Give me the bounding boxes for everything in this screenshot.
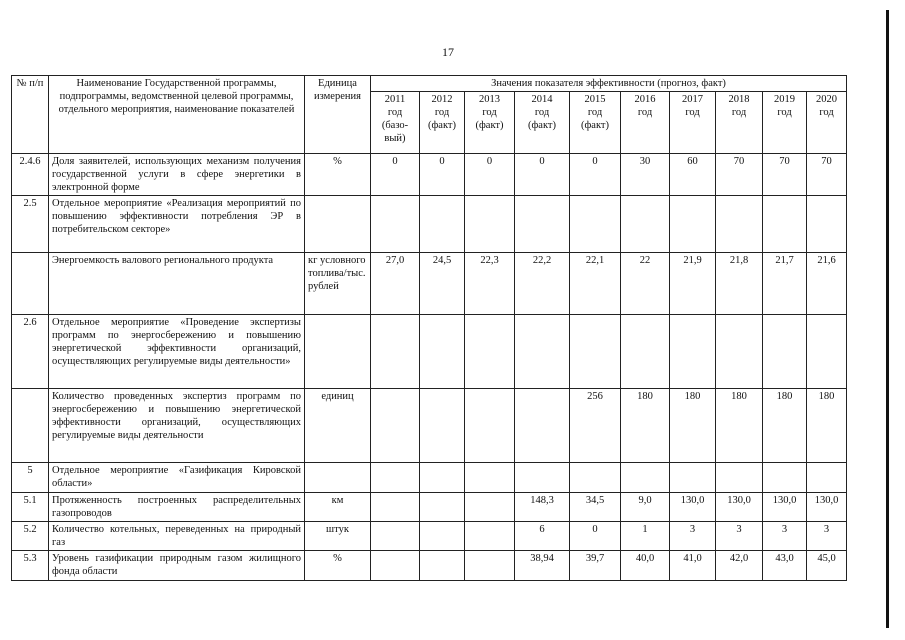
value-cell-2011: [371, 389, 420, 463]
row-num: 5.2: [12, 522, 49, 551]
page-number: 17: [442, 45, 454, 59]
value-cell-2013: 0: [465, 154, 515, 196]
header-year-line: год: [819, 107, 834, 118]
value-cell-2018: [716, 463, 763, 493]
header-year-line: 2017: [682, 94, 703, 105]
value-cell-2016: [621, 315, 670, 389]
value-cell-2014: 22,2: [515, 253, 570, 315]
row-num: [12, 253, 49, 315]
row-unit: [305, 315, 371, 389]
header-year-2015: [570, 92, 621, 154]
value-cell-2014: 148,3: [515, 493, 570, 522]
value-cell-2011: 0: [371, 154, 420, 196]
row-num: 5: [12, 463, 49, 493]
value-cell-2014: [515, 389, 570, 463]
value-cell-2018: 70: [716, 154, 763, 196]
value-cell-2017: 60: [670, 154, 716, 196]
header-year-line: 2015: [584, 94, 606, 105]
value-cell-2013: [465, 389, 515, 463]
value-cell-2014: 38,94: [515, 551, 570, 581]
value-cell-2020: [807, 463, 847, 493]
value-cell-2016: 180: [621, 389, 670, 463]
value-cell-2011: 27,0: [371, 253, 420, 315]
header-year-line: 2020: [816, 94, 837, 105]
header-year-line: год: [731, 107, 747, 118]
value-cell-2019: 3: [763, 522, 807, 551]
row-name: Отдельное мероприятие «Газификация Кировской области»: [49, 463, 305, 493]
header-year-2019: [763, 92, 807, 154]
header-year-line: год: [637, 107, 653, 118]
header-year-2020: [807, 92, 847, 154]
value-cell-2012: 24,5: [420, 253, 465, 315]
value-cell-2015: [570, 196, 621, 253]
value-cell-2014: 6: [515, 522, 570, 551]
value-cell-2013: 22,3: [465, 253, 515, 315]
table-row: [12, 196, 847, 253]
table-row: [12, 253, 847, 315]
value-cell-2015: [570, 315, 621, 389]
value-cell-2011: [371, 493, 420, 522]
header-year-line: (факт): [527, 120, 556, 131]
row-num: 2.4.6: [12, 154, 49, 196]
row-name: Уровень газификации природным газом жилищного фонда области: [49, 551, 305, 581]
value-cell-2016: 9,0: [621, 493, 670, 522]
value-cell-2012: 0: [420, 154, 465, 196]
header-year-line: (факт): [475, 120, 504, 131]
header-year-line: год: [534, 107, 550, 118]
header-year-line: год: [587, 107, 603, 118]
row-unit: [305, 463, 371, 493]
value-cell-2018: 21,8: [716, 253, 763, 315]
table-row: [12, 551, 847, 581]
header-year-line: год: [482, 107, 497, 118]
header-values-group: Значения показателя эффективности (прогноз, факт): [371, 76, 847, 92]
row-name: Количество проведенных экспертиз программ по энергосбережению и повышению энергетической эффективности организаций, осуществляющих регулируемые виды деятельности: [49, 389, 305, 463]
value-cell-2017: 180: [670, 389, 716, 463]
header-year-line: 2014: [531, 94, 553, 105]
value-cell-2018: 130,0: [716, 493, 763, 522]
value-cell-2017: 130,0: [670, 493, 716, 522]
value-cell-2015: 0: [570, 154, 621, 196]
header-year-line: год: [777, 107, 792, 118]
value-cell-2019: 21,7: [763, 253, 807, 315]
row-name: Протяженность построенных распределительных газопроводов: [49, 493, 305, 522]
value-cell-2017: [670, 315, 716, 389]
value-cell-2020: 3: [807, 522, 847, 551]
value-cell-2015: [570, 463, 621, 493]
value-cell-2011: [371, 522, 420, 551]
value-cell-2015: 256: [570, 389, 621, 463]
header-year-2014: [515, 92, 570, 154]
value-cell-2012: [420, 493, 465, 522]
value-cell-2018: 3: [716, 522, 763, 551]
indicators-table: [11, 75, 847, 581]
value-cell-2012: [420, 522, 465, 551]
header-name: Наименование Государственной программы, подпрограммы, ведомственной целевой программы, отдельного мероприятия, наименование показателей: [49, 76, 305, 154]
value-cell-2016: 1: [621, 522, 670, 551]
header-year-line: год: [685, 107, 700, 118]
row-name: Отдельное мероприятие «Реализация мероприятий по повышению эффективности потребления ЭР в потребительском секторе»: [49, 196, 305, 253]
row-num: 2.6: [12, 315, 49, 389]
value-cell-2020: 21,6: [807, 253, 847, 315]
value-cell-2016: 30: [621, 154, 670, 196]
header-year-line: 2013: [479, 94, 500, 105]
value-cell-2019: 130,0: [763, 493, 807, 522]
row-num: [12, 389, 49, 463]
value-cell-2020: 45,0: [807, 551, 847, 581]
row-num: 2.5: [12, 196, 49, 253]
value-cell-2019: [763, 463, 807, 493]
row-num: 5.3: [12, 551, 49, 581]
value-cell-2019: 180: [763, 389, 807, 463]
header-year-2018: [716, 92, 763, 154]
header-year-2012: [420, 92, 465, 154]
value-cell-2017: 41,0: [670, 551, 716, 581]
value-cell-2018: [716, 196, 763, 253]
value-cell-2014: 0: [515, 154, 570, 196]
header-year-line: (факт): [580, 120, 609, 131]
header-year-line: год: [387, 107, 403, 118]
value-cell-2019: [763, 196, 807, 253]
header-year-line: (базо-: [381, 120, 409, 131]
header-year-line: (факт): [427, 120, 456, 131]
value-cell-2016: 22: [621, 253, 670, 315]
value-cell-2018: 42,0: [716, 551, 763, 581]
value-cell-2019: [763, 315, 807, 389]
table-row: [12, 154, 847, 196]
value-cell-2011: [371, 463, 420, 493]
header-year-line: 2019: [774, 94, 795, 105]
row-name: Доля заявителей, использующих механизм получения государственной услуги в сфере энергетики в электронной форме: [49, 154, 305, 196]
value-cell-2018: 180: [716, 389, 763, 463]
value-cell-2013: [465, 315, 515, 389]
header-year-2011: [371, 92, 420, 154]
value-cell-2018: [716, 315, 763, 389]
value-cell-2013: [465, 493, 515, 522]
value-cell-2016: 40,0: [621, 551, 670, 581]
value-cell-2019: 43,0: [763, 551, 807, 581]
value-cell-2012: [420, 315, 465, 389]
value-cell-2016: [621, 463, 670, 493]
value-cell-2012: [420, 551, 465, 581]
row-name: Отдельное мероприятие «Проведение экспертизы программ по энергосбережению и повышению энергетической эффективности организаций, осуществляющих регулируемые виды деятельности»: [49, 315, 305, 389]
row-unit: %: [305, 154, 371, 196]
header-year-line: 2018: [728, 94, 750, 105]
value-cell-2014: [515, 315, 570, 389]
page-edge-rule: [886, 10, 889, 628]
value-cell-2011: [371, 196, 420, 253]
value-cell-2013: [465, 551, 515, 581]
value-cell-2017: [670, 463, 716, 493]
value-cell-2016: [621, 196, 670, 253]
value-cell-2015: 34,5: [570, 493, 621, 522]
value-cell-2014: [515, 463, 570, 493]
table-row: [12, 522, 847, 551]
header-num: № п/п: [12, 76, 49, 154]
value-cell-2015: 0: [570, 522, 621, 551]
value-cell-2020: 70: [807, 154, 847, 196]
header-year-line: 2016: [634, 94, 656, 105]
row-name: Энергоемкость валового регионального продукта: [49, 253, 305, 315]
row-unit: %: [305, 551, 371, 581]
table-row: [12, 389, 847, 463]
row-name: Количество котельных, переведенных на природный газ: [49, 522, 305, 551]
header-year-line: вый): [384, 133, 406, 144]
value-cell-2012: [420, 389, 465, 463]
row-unit: [305, 196, 371, 253]
value-cell-2020: [807, 196, 847, 253]
value-cell-2019: 70: [763, 154, 807, 196]
value-cell-2017: [670, 196, 716, 253]
header-year-2017: [670, 92, 716, 154]
row-unit: штук: [305, 522, 371, 551]
value-cell-2017: 21,9: [670, 253, 716, 315]
value-cell-2020: 180: [807, 389, 847, 463]
header-year-2013: [465, 92, 515, 154]
value-cell-2011: [371, 315, 420, 389]
value-cell-2020: [807, 315, 847, 389]
value-cell-2011: [371, 551, 420, 581]
header-year-line: 2012: [431, 94, 453, 105]
row-unit: кг условного топлива/тыс. рублей: [305, 253, 371, 315]
value-cell-2012: [420, 463, 465, 493]
value-cell-2020: 130,0: [807, 493, 847, 522]
value-cell-2015: 39,7: [570, 551, 621, 581]
value-cell-2012: [420, 196, 465, 253]
table-row: [12, 493, 847, 522]
value-cell-2013: [465, 463, 515, 493]
table-row: [12, 315, 847, 389]
row-unit: км: [305, 493, 371, 522]
table-row: [12, 463, 847, 493]
row-unit: единиц: [305, 389, 371, 463]
value-cell-2017: 3: [670, 522, 716, 551]
value-cell-2014: [515, 196, 570, 253]
value-cell-2013: [465, 522, 515, 551]
value-cell-2015: 22,1: [570, 253, 621, 315]
header-year-line: 2011: [384, 94, 406, 105]
row-num: 5.1: [12, 493, 49, 522]
header-year-line: год: [434, 107, 450, 118]
value-cell-2013: [465, 196, 515, 253]
header-year-2016: [621, 92, 670, 154]
header-unit: Единица измерения: [305, 76, 371, 154]
